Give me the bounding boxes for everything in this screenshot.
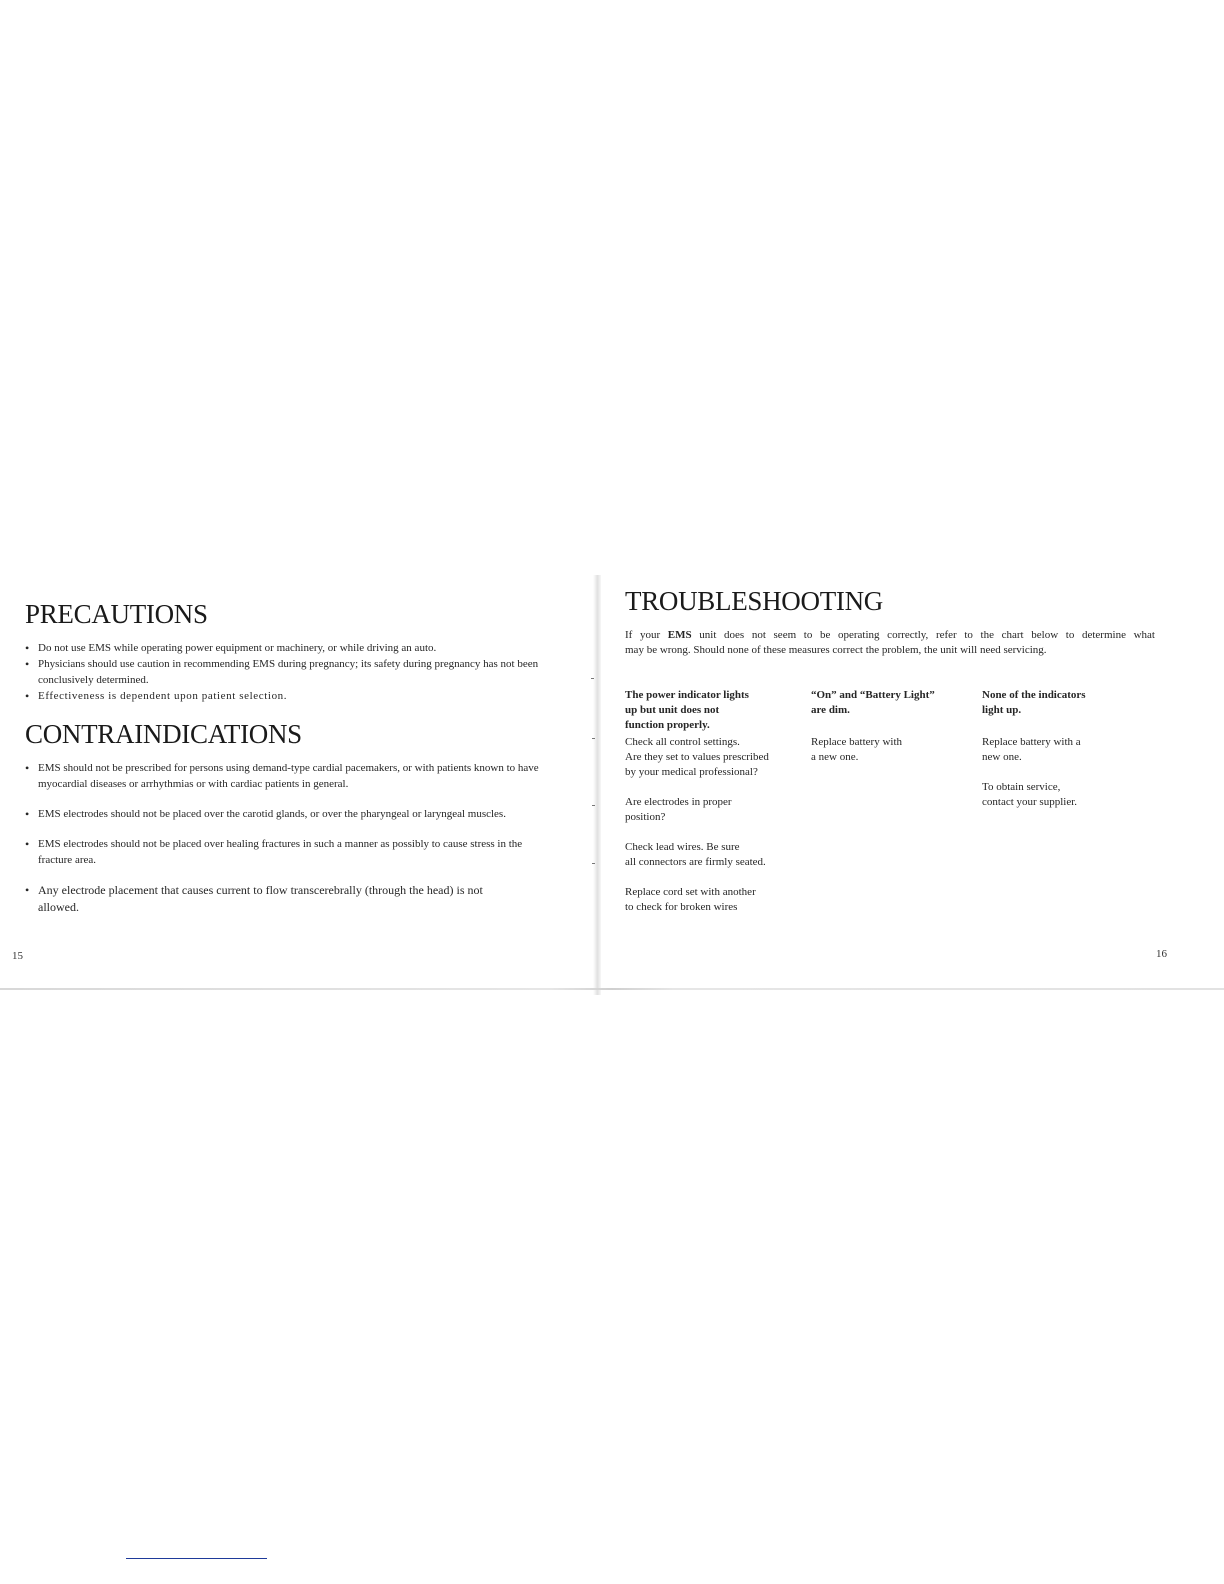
remedy-cell: Check lead wires. Be sure all connectors are firmly seated.	[625, 841, 766, 868]
remedy-cell: Are electrodes in proper position?	[625, 796, 732, 823]
gutter-mark	[592, 738, 595, 739]
gutter-mark	[591, 678, 594, 679]
column-header: None of the indicators light up.	[982, 689, 1086, 716]
contraindication-item: • EMS should not be prescribed for persons using demand-type cardial pacemakers, or with patients known to have myocardial diseases or arrhythmias or with cardiac patients in general.	[25, 760, 547, 792]
precaution-item: • Effectiveness is dependent upon patient selection.	[25, 688, 555, 704]
binding-gutter	[593, 575, 601, 995]
contraindication-item: • Any electrode placement that causes current to flow transcerebrally (through the head) is not allowed.	[25, 882, 493, 916]
remedy-cell: To obtain service, contact your supplier.	[982, 781, 1078, 808]
troubleshooting-column	[811, 688, 976, 765]
troubleshooting-heading: TROUBLESHOOTING	[625, 586, 883, 616]
intro-text: unit does not seem to be operating correctly, refer to the chart below to determine what	[691, 629, 1155, 641]
intro-text: If your	[625, 629, 668, 641]
page-number-left: 15	[12, 950, 23, 962]
troubleshooting-column	[625, 688, 805, 930]
remedy-cell: Replace cord set with another to check for broken wires	[625, 886, 756, 913]
contraindications-heading: CONTRAINDICATIONS	[25, 719, 302, 749]
contraindication-item: • EMS electrodes should not be placed over healing fractures in such a manner as possibly to cause stress in the fracture area.	[25, 836, 547, 868]
intro-text: may be wrong. Should none of these measures correct the problem, the unit will need servicing.	[625, 644, 1047, 656]
column-header: “On” and “Battery Light” are dim.	[811, 689, 935, 716]
gutter-mark	[592, 805, 595, 806]
precaution-item: • Physicians should use caution in recommending EMS during pregnancy; its safety during pregnancy has not been conclusively determined.	[25, 656, 555, 688]
intro-emphasis: EMS	[667, 629, 692, 641]
gutter-mark	[592, 863, 595, 864]
page-number-right: 16	[1156, 948, 1167, 960]
remedy-cell: Replace battery with a new one.	[982, 736, 1081, 763]
precaution-item: • Do not use EMS while operating power equipment or machinery, or while driving an auto.	[25, 640, 555, 656]
precautions-heading: PRECAUTIONS	[25, 599, 208, 629]
remedy-cell: Replace battery with a new one.	[811, 736, 903, 763]
contraindication-item: • EMS electrodes should not be placed over the carotid glands, or over the pharyngeal or laryngeal muscles.	[25, 806, 547, 822]
contraindications-list	[25, 760, 547, 916]
page-bottom-edge	[0, 988, 1224, 990]
precautions-list	[25, 640, 555, 704]
book-spread	[0, 575, 1224, 995]
remedy-cell: Check all control settings. Are they set to values prescribed by your medical professional?	[625, 736, 769, 778]
troubleshooting-column	[982, 688, 1152, 825]
footnote-rule	[126, 1558, 267, 1559]
column-header: The power indicator lights up but unit does not function properly.	[625, 689, 749, 731]
troubleshooting-intro	[625, 628, 1155, 658]
